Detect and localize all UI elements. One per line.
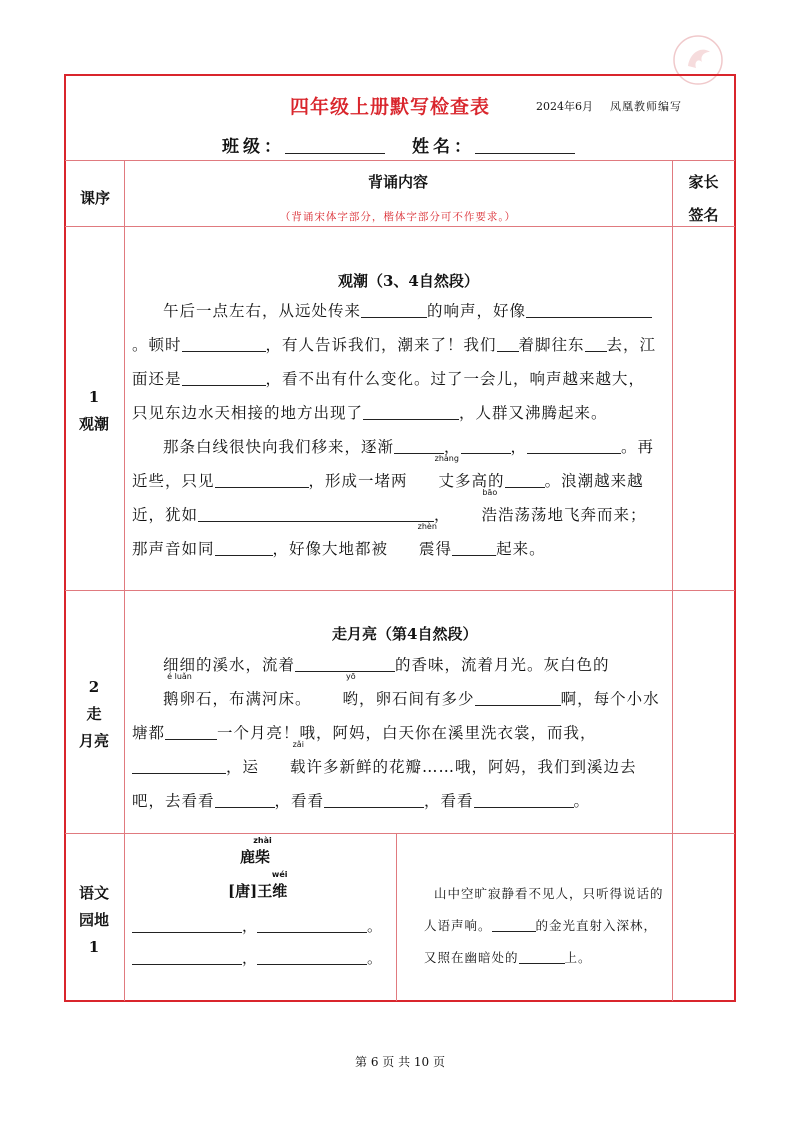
row-divider	[65, 226, 735, 227]
blank[interactable]	[505, 472, 545, 489]
class-blank[interactable]	[285, 136, 385, 154]
pinyin-char: zǎi 载	[290, 740, 307, 776]
section-1-para-1: 午后一点左右，从远处传来 的响声，好像。顿时 ，有人告诉我们，潮来了！我们 着脚往东 去，江面还是 ，看不出有什么变化。过了一会儿，响声越来越大，只见东边水天相接的地方出现了 ，人群又沸腾起来。	[132, 302, 657, 422]
col-divider	[672, 161, 673, 1001]
pinyin-char: é luǎn 鹅卵	[163, 672, 197, 708]
name-blank[interactable]	[475, 136, 575, 154]
page-title: 四年级上册默写检查表	[290, 96, 491, 118]
pinyin-char: zhài 柴	[253, 836, 272, 866]
lesson-name: 月亮	[78, 732, 109, 750]
blank[interactable]	[165, 724, 217, 741]
col-parent-header-bottom: 签名	[688, 206, 719, 224]
blank[interactable]	[526, 302, 652, 319]
section-2-title: 走月亮（第4自然段）	[332, 625, 478, 643]
section-1-para-2: 那条白线很快向我们移来，逐渐 ， ， 。再近些，只见 ，形成一堵两 zhàng 丈多高的 。浪潮越来越近，犹如 ， bāo 浩浩荡荡地飞奔而来；那声音如同 ，好像大地都被 zhèn 震得 起来。	[132, 430, 660, 566]
name-row	[412, 132, 575, 157]
lesson-name: 语文	[78, 884, 109, 902]
blank[interactable]	[257, 949, 367, 965]
poem-line-2: ， 。	[132, 942, 382, 974]
blank[interactable]	[527, 438, 621, 455]
page-footer: 第 6 页 共 10 页	[355, 1055, 445, 1069]
date-text: 2024年6月	[536, 100, 593, 113]
blank[interactable]	[519, 951, 565, 965]
blank[interactable]	[132, 949, 242, 965]
blank[interactable]	[452, 540, 496, 557]
blank[interactable]	[257, 917, 367, 933]
pinyin-char: zhàng 丈	[434, 454, 459, 490]
pinyin-char: zhèn 震	[417, 522, 437, 558]
pinyin-char: wéi 维	[271, 870, 288, 900]
blank[interactable]	[475, 690, 561, 707]
col-divider	[396, 834, 397, 1001]
blank[interactable]	[585, 336, 607, 353]
class-row	[222, 132, 385, 157]
blank[interactable]	[394, 438, 444, 455]
pinyin-char: bāo 浩	[481, 488, 499, 524]
author-text: 凤凰教师编写	[610, 100, 682, 113]
row-divider	[65, 833, 735, 834]
col-lesson-header: 课序	[79, 189, 110, 207]
lesson-name: 走	[86, 705, 102, 723]
section-2-para: 细细的溪水，流着 的香味，流着月光。灰白色的 é luǎn 鹅卵石，布满河床。 yō 哟，卵石间有多少 啊，每个小水塘都 一个月亮！哦，阿妈，白天你在溪里洗衣裳，而我，，运 zǎi 载许多新鲜的花瓣……哦，阿妈，我们到溪边去吧，去看看 ，看看 ，看看 。	[132, 656, 660, 810]
blank[interactable]	[474, 792, 574, 809]
blank[interactable]	[132, 917, 242, 933]
row-divider	[65, 590, 735, 591]
lesson-number: 2	[88, 678, 100, 696]
col-divider	[124, 161, 125, 1001]
blank[interactable]	[215, 792, 275, 809]
poem-translation: 山中空旷寂静看不见人，只听得说话的人语声响。 的金光直射入深林，又照在幽暗处的 上。	[424, 886, 664, 965]
blank[interactable]	[363, 404, 459, 421]
content-hint: （背诵宋体字部分，楷体字部分可不作要求。）	[279, 211, 517, 223]
blank[interactable]	[295, 656, 395, 673]
row-divider	[65, 160, 735, 161]
poem-title: 鹿 zhài 柴	[240, 836, 272, 866]
blank[interactable]	[492, 919, 536, 933]
blank[interactable]	[461, 438, 511, 455]
blank[interactable]	[182, 370, 266, 387]
blank[interactable]	[497, 336, 519, 353]
poem-author: [唐]王 wéi 维	[228, 870, 288, 900]
blank[interactable]	[361, 302, 427, 319]
blank[interactable]	[132, 758, 226, 775]
lesson-1-label	[64, 384, 124, 438]
blank[interactable]	[182, 336, 266, 353]
lesson-3-label	[64, 880, 124, 961]
blank[interactable]	[215, 540, 273, 557]
col-content-header: 背诵内容	[367, 173, 428, 191]
lesson-name: 园地	[78, 911, 109, 929]
col-parent-header-top: 家长	[688, 173, 719, 191]
blank[interactable]	[324, 792, 424, 809]
blank[interactable]	[198, 506, 434, 523]
blank[interactable]	[215, 472, 309, 489]
lesson-name: 观潮	[78, 415, 109, 433]
lesson-number: 1	[88, 938, 100, 956]
class-label: 班级：	[222, 137, 285, 157]
lesson-number: 1	[88, 388, 100, 406]
name-label: 姓名：	[412, 137, 475, 157]
lesson-2-label	[64, 674, 124, 755]
section-1-title: 观潮（3、4自然段）	[338, 272, 479, 290]
poem-line-1: ， 。	[132, 910, 382, 942]
pinyin-char: yō 哟	[342, 672, 360, 708]
